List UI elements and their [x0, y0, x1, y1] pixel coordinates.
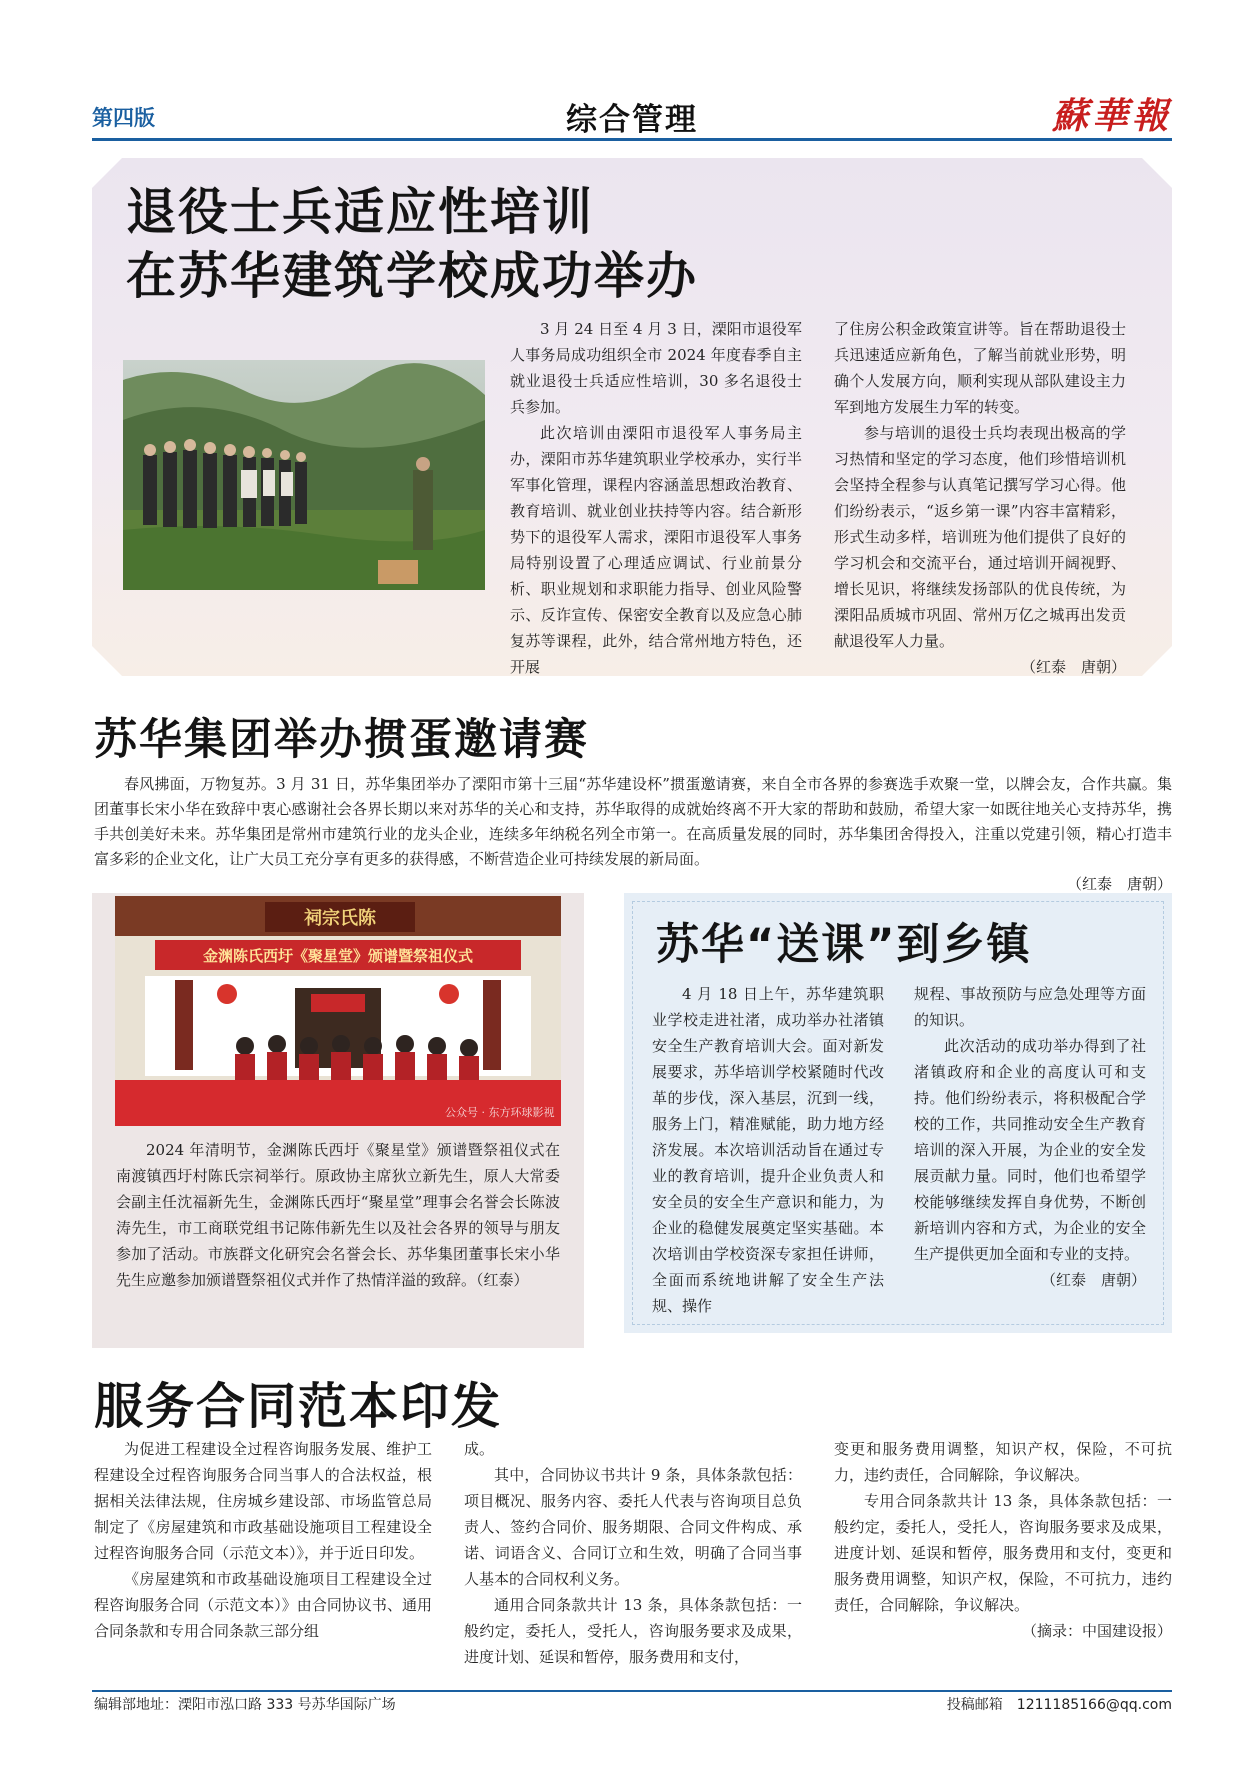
training-photo — [123, 360, 485, 590]
headline-line: 退役士兵适应性培训 — [126, 183, 594, 241]
article-lesson-delivery — [624, 893, 1172, 1333]
article-headline: 服务合同范本印发 — [94, 1378, 503, 1435]
paragraph: 了住房公积金政策宣讲等。旨在帮助退役士兵迅速适应新角色，了解当前就业形势，明确个人发展方向，顺利实现从部队建设主力军到地方发展生力军的转变。 — [834, 320, 1126, 416]
paragraph: 变更和服务费用调整，知识产权，保险，不可抗力，违约责任，合同解除，争议解决。 — [834, 1440, 1172, 1484]
paragraph — [834, 1488, 1172, 1644]
paragraph: 通用合同条款共计 13 条，具体条款包括：一般约定，委托人，受托人，咨询服务要求及成果，进度计划、延误和暂停，服务费用和支付， — [464, 1596, 802, 1666]
article-headline: 苏华“送课”到乡镇 — [656, 920, 1032, 970]
footer-rule — [92, 1690, 1172, 1692]
article-column — [464, 1436, 802, 1670]
article-body — [94, 772, 1172, 897]
ceremony-photo — [115, 896, 561, 1126]
article-headline — [126, 180, 698, 308]
byline: （红泰 唐朝） — [1020, 658, 1126, 676]
photo-caption — [116, 1137, 560, 1293]
corner-cut — [92, 158, 122, 188]
paragraph-text: 此次活动的成功举办得到了社渚镇政府和企业的高度认可和支持。他们纷纷表示，将积极配合学校的工作，共同推动安全生产教育培训的深入开展，为企业的安全发展贡献力量。同时，他们也希望学校能够继续发挥自身优势，不断创新培训内容和方式，为企业的安全生产提供更加全面和专业的支持。 — [914, 1037, 1146, 1263]
article-veteran-training — [92, 158, 1172, 676]
article-ancestral-ceremony — [92, 893, 584, 1348]
paragraph — [834, 420, 1126, 680]
corner-cut — [1142, 646, 1172, 676]
paragraph: 成。 — [464, 1440, 495, 1458]
plaque-text: 祠宗氏陈 — [304, 908, 376, 929]
photo-watermark: 公众号 · 东方环球影视 — [445, 1106, 555, 1119]
paragraph-text: 春风拂面，万物复苏。3 月 31 日，苏华集团举办了溧阳市第十三届“苏华建设杯”掼蛋邀请赛，来自全市各界的参赛选手欢聚一堂，以牌会友，合作共赢。集团董事长宋小华在致辞中衷心感谢社会各界长期以来对苏华的关心和支持，苏华取得的成就始终离不开大家的帮助和鼓励，希望大家一如既往地关心支持苏华，携手共创美好未来。苏华集团是常州市建筑行业的龙头企业，连续多年纳税名列全市第一。在高质量发展的同时，苏华集团舍得投入，注重以党建引领，精心打造丰富多彩的企业文化，让广大员工充分享有更多的获得感，不断营造企业可持续发展的新局面。 — [94, 775, 1172, 868]
paragraph: 此次培训由溧阳市退役军人事务局主办，溧阳市苏华建筑职业学校承办，实行半军事化管理，课程内容涵盖思想政治教育、教育培训、就业创业扶持等内容。结合新形势下的退役军人需求，溧阳市退役军人事务局特别设置了心理适应调试、行业前景分析、职业规划和求职能力指导、创业风险警示、反诈宣传、保密安全教育以及应急心肺复苏等课程，此外，结合常州地方特色，还开展 — [510, 424, 802, 676]
banner-text: 金渊陈氏西圩《聚星堂》颁谱暨祭祖仪式 — [202, 947, 474, 965]
paragraph-text: 专用合同条款共计 13 条，具体条款包括：一般约定，委托人，受托人，咨询服务要求及成果，进度计划、延误和暂停，服务费用和支付，变更和服务费用调整，知识产权，保险，不可抗力，违约责任，合同解除，争议解决。 — [834, 1492, 1172, 1614]
byline: （红泰 唐朝） — [1040, 1271, 1146, 1289]
paragraph-text: 参与培训的退役士兵均表现出极高的学习热情和坚定的学习态度，他们珍惜培训机会坚持全程参与认真笔记撰写学习心得。他们纷纷表示，“返乡第一课”内容丰富精彩，形式生动多样，培训班为他们提供了良好的学习机会和交流平台，通过培训开阔视野、增长见识，将继续发扬部队的优良传统，为溧阳品质城市巩固、常州万亿之城再出发贡献退役军人力量。 — [834, 424, 1126, 650]
paragraph: 规程、事故预防与应急处理等方面的知识。 — [914, 985, 1146, 1029]
paragraph: 4 月 18 日上午，苏华建筑职业学校走进社渚，成功举办社渚镇安全生产教育培训大会。面对新发展要求，苏华培训学校紧随时代改革的步伐，深入基层，沉到一线，服务上门，精准赋能，助力地方经济发展。本次培训活动旨在通过专业的教育培训，提升企业负责人和安全员的安全生产意识和能力，为企业的稳健发展奠定坚实基础。本次培训由学校资深专家担任讲师，全面而系统地讲解了安全生产法规、操作 — [652, 985, 884, 1315]
article-column — [652, 981, 884, 1319]
headline-line: 在苏华建筑学校成功举办 — [126, 247, 698, 305]
byline: （摘录：中国建设报） — [1021, 1622, 1172, 1640]
paragraph: 3 月 24 日至 4 月 3 日，溧阳市退役军人事务局成功组织全市 2024 年度春季自主就业退役士兵适应性培训，30 多名退役士兵参加。 — [510, 320, 802, 416]
edition-label: 第四版 — [92, 106, 155, 130]
masthead-logo: 蘇華報 — [1051, 95, 1172, 137]
corner-cut — [1142, 158, 1172, 188]
article-column — [834, 316, 1126, 680]
paragraph: 《房屋建筑和市政基础设施项目工程建设全过程咨询服务合同（示范文本）》由合同协议书、通用合同条款和专用合同条款三部分组 — [94, 1570, 432, 1640]
page-footer — [94, 1694, 1172, 1714]
paragraph: 为促进工程建设全过程咨询服务发展、维护工程建设全过程咨询服务合同当事人的合法权益，根据相关法律法规，住房城乡建设部、市场监管总局制定了《房屋建筑和市政基础设施项目工程建设全过程咨询服务合同（示范文本）》，并于近日印发。 — [94, 1440, 432, 1562]
paragraph: 2024 年清明节，金渊陈氏西圩《聚星堂》颁谱暨祭祖仪式在南渡镇西圩村陈氏宗祠举行。原政协主席狄立新先生，原人大常委会副主任沈福新先生，金渊陈氏西圩“聚星堂”理事会名誉会长陈波涛先生，市工商联党组书记陈伟新先生以及社会各界的领导与朋友参加了活动。市族群文化研究会名誉会长、苏华集团董事长宋小华先生应邀参加颁谱暨祭祖仪式并作了热情洋溢的致辞。（红泰） — [116, 1141, 560, 1289]
byline: （红泰 唐朝） — [1066, 875, 1172, 893]
paragraph: 其中，合同协议书共计 9 条，具体条款包括：项目概况、服务内容、委托人代表与咨询项目总负责人、签约合同价、服务期限、合同文件构成、承诺、词语含义、合同订立和生效，明确了合同当事人基本的合同权利义务。 — [464, 1466, 802, 1588]
paragraph — [94, 772, 1172, 897]
paragraph — [914, 1033, 1146, 1293]
article-column — [914, 981, 1146, 1293]
article-column — [94, 1436, 432, 1644]
submission-email: 投稿邮箱 1211185166@qq.com — [946, 1697, 1172, 1713]
corner-cut — [92, 646, 122, 676]
article-column — [510, 316, 802, 680]
section-title: 综合管理 — [566, 102, 698, 138]
article-column — [834, 1436, 1172, 1644]
article-headline: 苏华集团举办掼蛋邀请赛 — [94, 715, 589, 765]
editorial-address: 编辑部地址：溧阳市泓口路 333 号苏华国际广场 — [94, 1697, 396, 1713]
page-header — [92, 92, 1172, 136]
header-rule — [92, 138, 1172, 141]
